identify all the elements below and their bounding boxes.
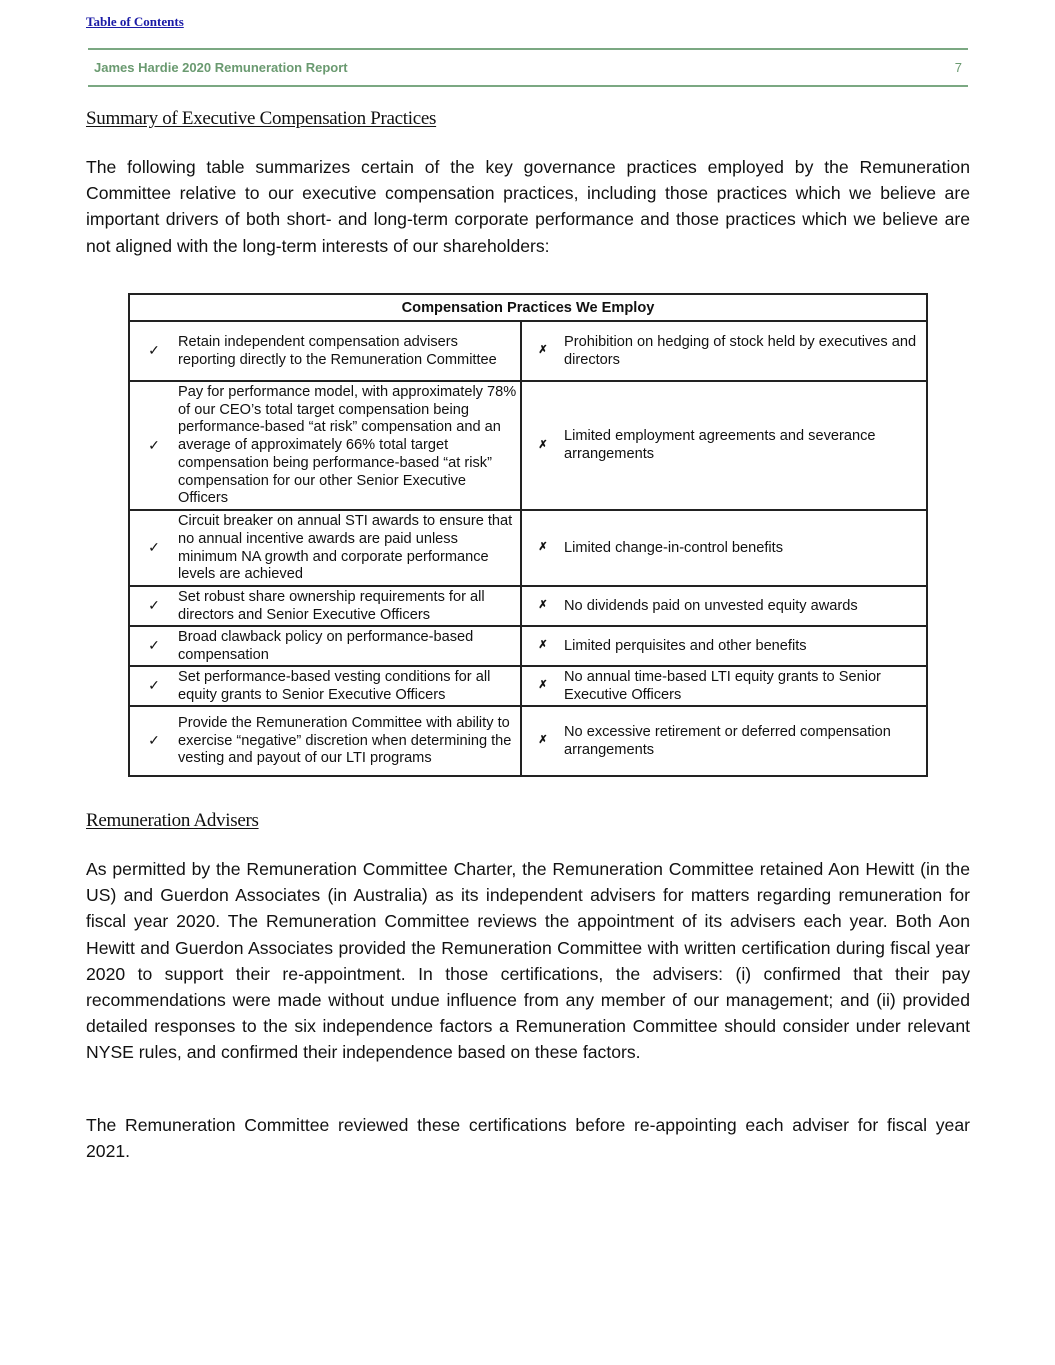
avoid-practice: No excessive retirement or deferred compensation arrangements <box>564 723 891 758</box>
advisers-paragraph: As permitted by the Remuneration Committee Charter, the Remuneration Committee retained Aon Hewitt (in the US) and Guerdon Associates (in Australia) as its independent advisers for matters regarding remuneration for fiscal year 2020. The Remuneration Committee reviews the appointment of its advisers each year. Both Aon Hewitt and Guerdon Associates provided the Remuneration Committee with written certification during fiscal year 2020 to support their re-appointment. In those certifications, the advisers: (i) confirmed that their pay recommendations were made without undue influence from any member of our management; and (ii) provided detailed responses to the six independence factors a Remuneration Committee should consider under relevant NYSE rules, and confirmed their independence based on these factors. <box>86 859 970 1063</box>
compensation-practices-table <box>128 293 928 777</box>
review-paragraph: The Remuneration Committee reviewed these certifications before re-appointing each adviser for fiscal year 2021. <box>86 1115 970 1162</box>
avoid-practice: No dividends paid on unvested equity awards <box>564 597 858 614</box>
cross-icon: ✗ <box>538 599 548 612</box>
employ-practice: Broad clawback policy on performance-based compensation <box>178 628 474 663</box>
cross-icon: ✗ <box>538 734 548 747</box>
employ-practice: Pay for performance model, with approximately 78% of our CEO’s total target compensation being performance-based “at risk” compensation and an average of approximately 66% total target compensation being performance-based “at risk” compensation for our other Senior Executive Officers <box>178 383 517 507</box>
section-heading-summary: Summary of Executive Compensation Practices <box>86 108 437 129</box>
checkmark-icon: ✓ <box>148 597 160 614</box>
table-row <box>129 626 927 666</box>
table-row <box>129 586 927 626</box>
table-header-row <box>129 294 927 321</box>
avoid-practice: Prohibition on hedging of stock held by executives and directors <box>564 333 917 368</box>
employ-practice: Circuit breaker on annual STI awards to ensure that no annual incentive awards are paid unless minimum NA growth and corporate performance levels are achieved <box>178 512 513 583</box>
intro-paragraph: The following table summarizes certain of the key governance practices employed by the Remuneration Committee relative to our executive compensation practices, including those practices which we believe are important drivers of both short- and long-term corporate performance and those practices which we believe are not aligned with the long-term interests of our shareholders: <box>86 157 970 256</box>
employ-practice: Set performance-based vesting conditions for all equity grants to Senior Executive Officers <box>178 668 491 703</box>
report-title: James Hardie 2020 Remuneration Report <box>94 60 348 75</box>
checkmark-icon: ✓ <box>148 637 160 654</box>
avoid-practice: Limited change-in-control benefits <box>564 539 784 556</box>
table-row <box>129 666 927 706</box>
employ-practice: Retain independent compensation advisers reporting directly to the Remuneration Committee <box>178 333 497 368</box>
cross-icon: ✗ <box>538 679 548 692</box>
checkmark-icon: ✓ <box>148 732 160 749</box>
checkmark-icon: ✓ <box>148 539 160 556</box>
cross-icon: ✗ <box>538 438 548 451</box>
table-row <box>129 381 927 510</box>
employ-practice: Provide the Remuneration Committee with ability to exercise “negative” discretion when determining the vesting and payout of our LTI programs <box>178 714 512 767</box>
table-title: Compensation Practices We Employ <box>129 294 927 321</box>
table-of-contents-link[interactable]: Table of Contents <box>86 14 184 29</box>
header-rule-bottom <box>88 85 968 87</box>
page-number: 7 <box>954 60 962 75</box>
avoid-practice: Limited perquisites and other benefits <box>564 637 807 654</box>
checkmark-icon: ✓ <box>148 342 160 359</box>
cross-icon: ✗ <box>538 639 548 652</box>
cross-icon: ✗ <box>538 541 548 554</box>
checkmark-icon: ✓ <box>148 677 160 694</box>
table-row <box>129 510 927 586</box>
cross-icon: ✗ <box>538 344 548 357</box>
table-row <box>129 321 927 381</box>
avoid-practice: No annual time-based LTI equity grants to Senior Executive Officers <box>564 668 881 703</box>
avoid-practice: Limited employment agreements and severance arrangements <box>564 428 876 462</box>
employ-practice: Set robust share ownership requirements for all directors and Senior Executive Officers <box>178 588 485 623</box>
checkmark-icon: ✓ <box>148 436 160 453</box>
section-heading-advisers: Remuneration Advisers <box>86 810 259 831</box>
table-row <box>129 706 927 776</box>
header-rule-top <box>88 48 968 50</box>
